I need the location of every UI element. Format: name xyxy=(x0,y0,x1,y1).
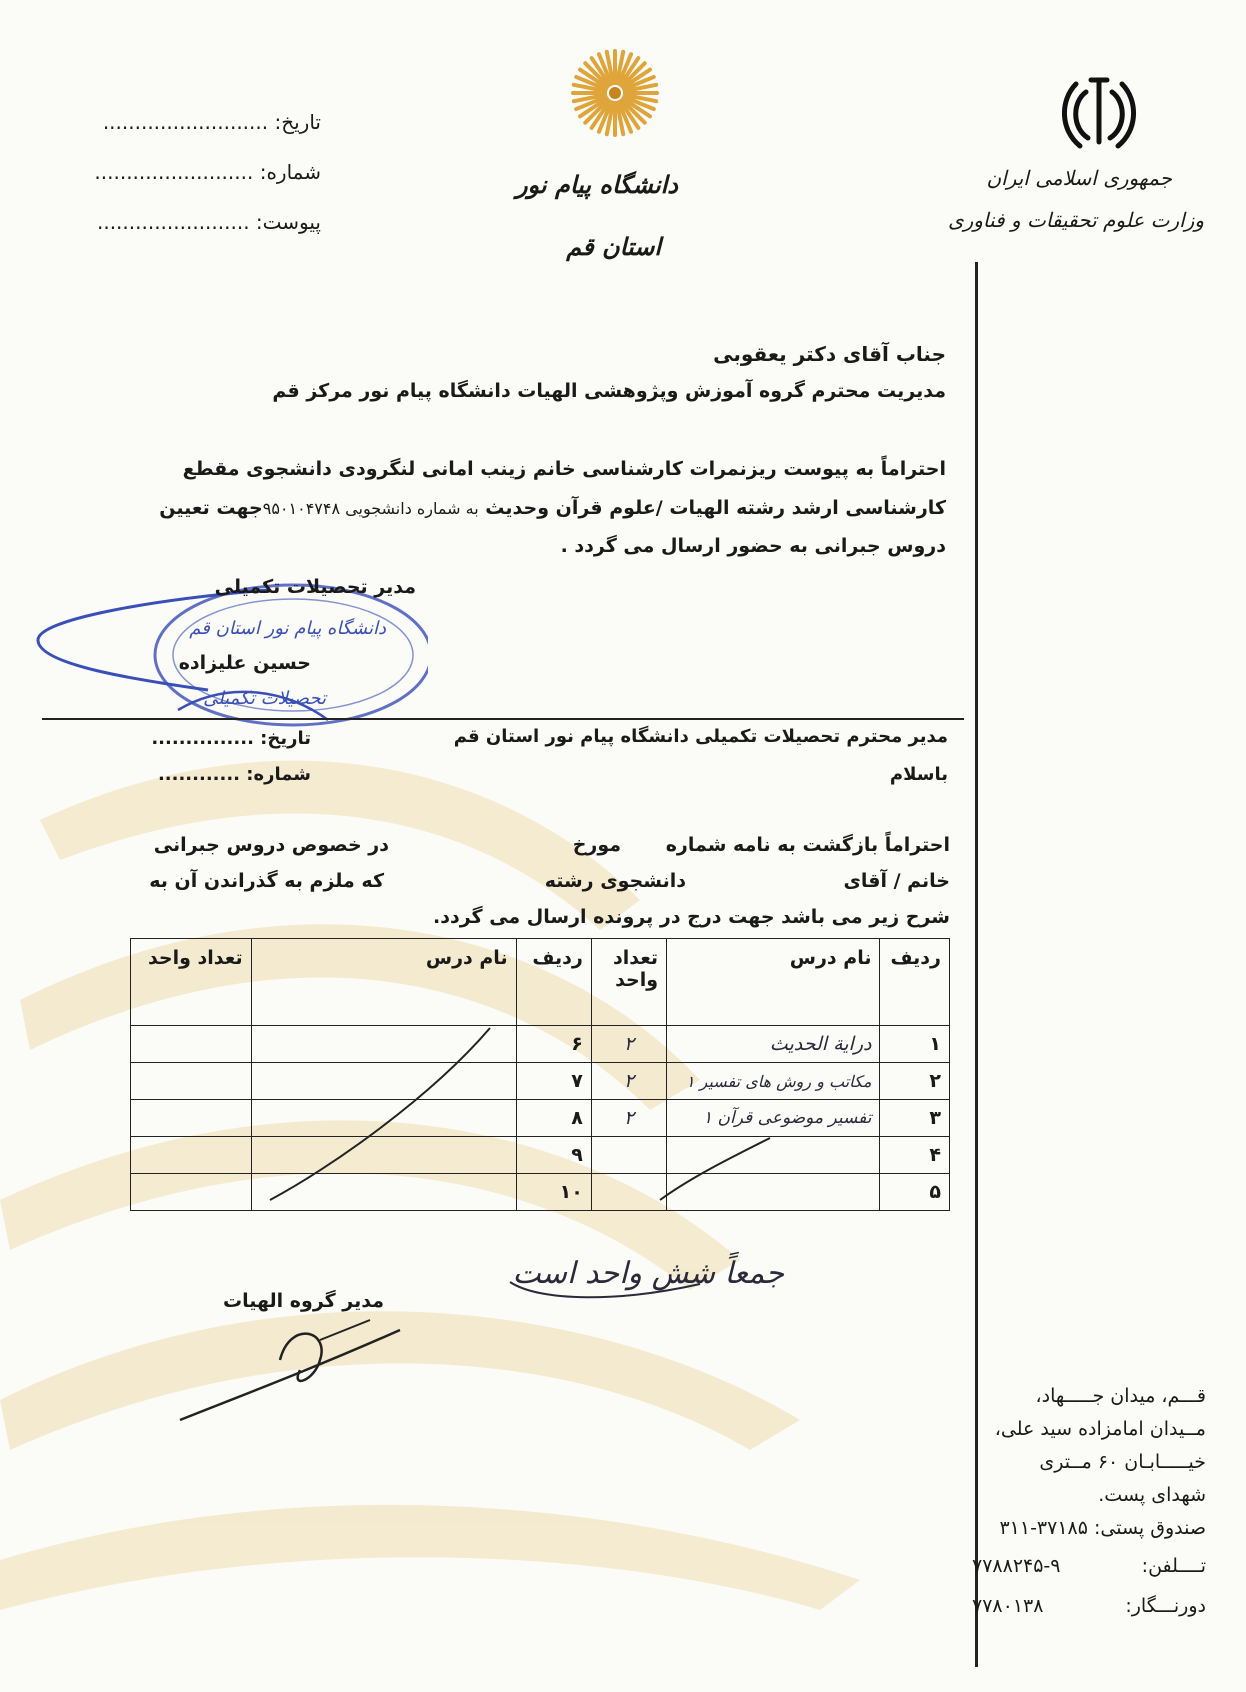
course-units: ۲ xyxy=(591,1026,666,1063)
row-number: ۱ xyxy=(880,1026,950,1063)
group-head-title: مدیر گروه الهیات xyxy=(223,1290,384,1312)
row-number: ۲ xyxy=(880,1063,950,1100)
letter2-number-field: شماره: ............ xyxy=(157,764,311,785)
handwritten-underline xyxy=(500,1262,810,1312)
row-number: ۴ xyxy=(880,1137,950,1174)
letter2-line2-c: که ملزم به گذراندن آن به xyxy=(149,870,384,892)
address-line3: خیـــــابـان ۶۰ مــتری xyxy=(1039,1451,1206,1473)
group-head-signature xyxy=(170,1300,410,1430)
col-row2-header: ردیف xyxy=(516,939,591,1026)
row-number: ۹ xyxy=(516,1137,591,1174)
letter-body-line3: دروس جبرانی به حضور ارسال می گردد . xyxy=(560,535,946,557)
sidebar-divider xyxy=(975,262,978,1667)
body-line2-part-c: جهت تعیین xyxy=(159,497,263,519)
letter2-recipient: مدیر محترم تحصیلات تکمیلی دانشگاه پیام نور استان قم xyxy=(453,726,948,747)
letter2-date-field: تاریخ: ............... xyxy=(151,728,311,749)
po-box: صندوق پستی: ۳۷۱۸۵-۳۱۱ xyxy=(999,1517,1206,1539)
signer-title: مدیر تحصیلات تکمیلی xyxy=(214,576,416,598)
letter2-line2-b: دانشجوی رشته xyxy=(544,870,686,892)
course-units: ۲ xyxy=(591,1100,666,1137)
stamp-text: دانشگاه پیام نور استان قم xyxy=(189,618,386,639)
col-units2-header: تعداد واحد xyxy=(131,939,252,1026)
row-number: ۱۰ xyxy=(516,1174,591,1211)
signer-name: حسین علیزاده xyxy=(178,652,311,674)
date-field: تاریخ: .......................... xyxy=(102,110,321,134)
section-divider xyxy=(42,718,964,720)
address-line4: شهدای پست. xyxy=(1098,1484,1206,1506)
letter2-greeting: باسلام xyxy=(889,764,948,785)
letter2-line2-a: خانم / آقای xyxy=(843,870,950,892)
row-number: ۷ xyxy=(516,1063,591,1100)
handwritten-total-note: جمعاً شش واحد است xyxy=(512,1256,784,1291)
course-name: تفسیر موضوعی قرآن ۱ xyxy=(667,1100,880,1137)
letter2-line1-b: مورخ xyxy=(572,834,621,856)
col-units-header: تعداد واحد xyxy=(591,939,666,1026)
course-name: مکاتب و روش های تفسیر ۱ xyxy=(667,1063,880,1100)
letter2-line3: شرح زیر می باشد جهت درج در پرونده ارسال می گردد. xyxy=(433,906,950,928)
empty-cells-strike xyxy=(130,938,950,1208)
iran-emblem-icon xyxy=(1058,72,1140,152)
row-number: ۶ xyxy=(516,1026,591,1063)
col-row-header: ردیف xyxy=(880,939,950,1026)
payame-noor-logo-icon xyxy=(570,48,660,138)
republic-title: جمهوری اسلامی ایران xyxy=(986,166,1172,190)
salutation: جناب آقای دکتر یعقوبی xyxy=(713,342,946,366)
attachment-field: پیوست: ........................ xyxy=(96,210,321,234)
letter2-line1-c: در خصوص دروس جبرانی xyxy=(153,834,389,856)
col-course-header: نام درس xyxy=(667,939,880,1026)
phone-number: ۷۷۸۸۲۴۵-۹ xyxy=(972,1555,1061,1577)
student-number: به شماره دانشجویی ۹۵۰۱۰۴۷۴۸ xyxy=(262,499,479,518)
letter-body-line1: احتراماً به پیوست ریزنمرات کارشناسی خانم زینب امانی لنگرودی دانشجوی مقطع xyxy=(182,458,946,480)
phone-label: تــــلفن: xyxy=(1141,1555,1206,1577)
stamp-subtext: تحصیلات تکمیلی xyxy=(203,688,326,709)
fax-label: دورنـــگار: xyxy=(1125,1595,1206,1617)
body-line2-part-a: کارشناسی ارشد رشته الهیات /علوم قرآن وحدیث xyxy=(478,497,946,519)
ministry-title: وزارت علوم تحقیقات و فناوری xyxy=(947,208,1204,232)
row-number: ۸ xyxy=(516,1100,591,1137)
letter2-line1-a: احتراماً بازگشت به نامه شماره xyxy=(665,834,950,856)
address-line2: مــیدان امامزاده سید علی، xyxy=(994,1418,1206,1440)
letter-body-line2 xyxy=(159,497,946,519)
course-units: ۲ xyxy=(591,1063,666,1100)
col-course2-header: نام درس xyxy=(251,939,516,1026)
university-name: دانشگاه پیام نور xyxy=(515,170,678,199)
recipient-title: مدیریت محترم گروه آموزش وپژوهشی الهیات دانشگاه پیام نور مرکز قم xyxy=(272,380,946,402)
province-name: استان قم xyxy=(566,232,661,261)
number-field: شماره: ......................... xyxy=(94,160,321,184)
row-number: ۵ xyxy=(880,1174,950,1211)
course-name: درایة الحدیث xyxy=(667,1026,880,1063)
address-line1: قـــم، میدان جـــــهاد، xyxy=(1035,1385,1206,1407)
fax-number: ۷۷۸۰۱۳۸ xyxy=(972,1595,1044,1617)
row-number: ۳ xyxy=(880,1100,950,1137)
